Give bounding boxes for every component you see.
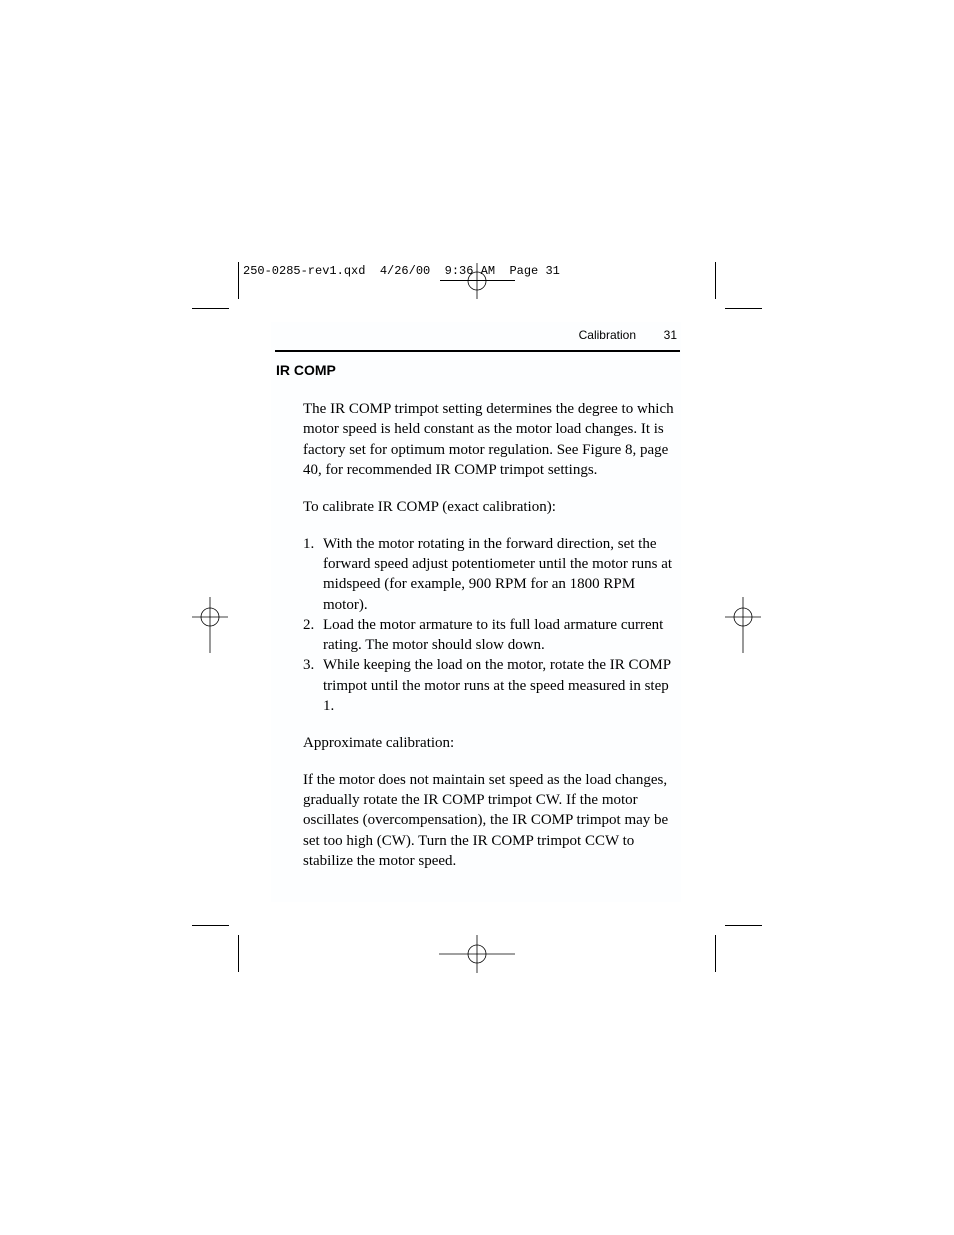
crop-mark-bottom-left-vertical [238, 935, 239, 972]
step-text: While keeping the load on the motor, rotate the IR COMP trimpot until the motor runs at the speed measured in step 1. [323, 657, 671, 715]
step-number: 1. [303, 535, 315, 552]
body-text [303, 399, 683, 888]
crop-mark-top-right-horizontal [725, 308, 762, 309]
calibration-steps [303, 534, 683, 717]
approximate-calibration-heading: Approximate calibration: [303, 734, 455, 751]
running-head-title: Calibration [578, 328, 636, 342]
step-number: 3. [303, 657, 315, 674]
header-rule [275, 350, 680, 352]
crop-mark-top-left-horizontal [192, 308, 229, 309]
crop-mark-bottom-right-horizontal [725, 925, 762, 926]
list-item [303, 534, 683, 615]
page-number: 31 [663, 328, 677, 342]
crop-mark-top-left-vertical [238, 262, 239, 299]
registration-mark-right-icon [723, 597, 763, 657]
printer-slug: 250-0285-rev1.qxd 4/26/00 9:36 AM Page 31 [243, 264, 560, 278]
list-item [303, 655, 683, 716]
step-number: 2. [303, 616, 315, 633]
intro-paragraph: The IR COMP trimpot setting determines the degree to which motor speed is held constant as the motor load changes. It is factory set for optimum motor regulation. See Figure 8, page 40, for recommended IR COMP trimpot settings. [303, 401, 674, 478]
step-text: With the motor rotating in the forward direction, set the forward speed adjust potentiometer until the motor runs at midspeed (for example, 900 RPM for an 1800 RPM motor). [323, 535, 673, 613]
approximate-calibration-paragraph: If the motor does not maintain set speed as the load changes, gradually rotate the IR COMP trimpot CW. If the motor oscillates (overcompensation), the IR COMP trimpot may be set too high (CW). Turn the IR COMP trimpot CCW to stabilize the motor speed. [303, 771, 669, 870]
exact-calibration-heading: To calibrate IR COMP (exact calibration): [303, 498, 556, 515]
list-item [303, 615, 683, 656]
running-head [275, 326, 679, 346]
registration-mark-left-icon [190, 597, 230, 657]
registration-mark-bottom-icon [438, 935, 516, 975]
crop-mark-bottom-right-vertical [715, 935, 716, 972]
crop-mark-top-right-vertical [715, 262, 716, 299]
crop-mark-bottom-left-horizontal [192, 925, 229, 926]
step-text: Load the motor armature to its full load armature current rating. The motor should slow down. [323, 616, 664, 654]
registration-mark-top-icon [457, 263, 497, 303]
section-title: IR COMP [276, 362, 336, 378]
